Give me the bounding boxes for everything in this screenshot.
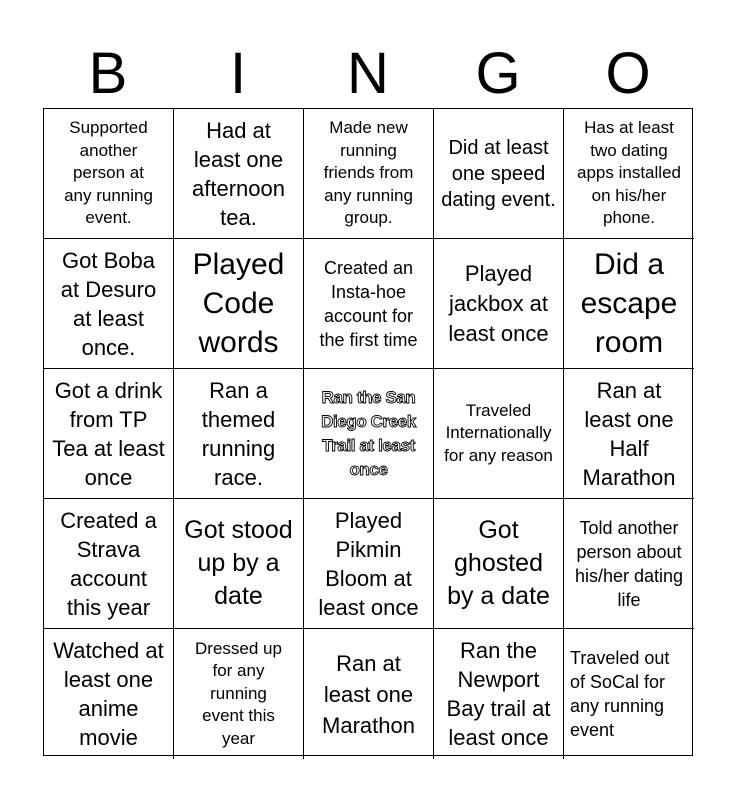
bingo-cell[interactable] (174, 109, 304, 239)
cell-text: Supported another person at any running event. (64, 118, 153, 228)
bingo-cell[interactable] (174, 629, 304, 759)
header-letter-n: N (347, 41, 389, 106)
cell-text: Created a Strava account this year (60, 507, 157, 620)
cell-text: Created an Insta-hoe account for the first time (319, 257, 418, 350)
bingo-cell[interactable] (44, 109, 174, 239)
bingo-cell[interactable] (564, 499, 694, 629)
header-letter-b: B (88, 41, 128, 106)
cell-text: Ran at least one Marathon (322, 650, 415, 738)
cell-text: Got ghosted by a date (447, 516, 550, 610)
bingo-cell[interactable] (564, 629, 694, 759)
cell-text: Played Code words (192, 248, 285, 359)
bingo-cell[interactable] (564, 109, 694, 239)
bingo-cell[interactable] (304, 629, 434, 759)
bingo-cell[interactable] (174, 239, 304, 369)
cell-text: Ran a themed running race. (201, 377, 276, 490)
cell-text: Got Boba at Desuro at least once. (60, 247, 157, 360)
header-letter-g: G (475, 41, 521, 106)
cell-text: Ran the Newport Bay trail at least once (446, 638, 551, 750)
cell-text: Told another person about his/her dating life (574, 517, 684, 610)
bingo-cell[interactable] (304, 499, 434, 629)
bingo-cell[interactable] (434, 499, 564, 629)
cell-text: Made new running friends from any running group. (323, 118, 414, 228)
bingo-cell[interactable] (564, 369, 694, 499)
cell-text: Had at least one afternoon tea. (192, 117, 285, 230)
cell-text: Got stood up by a date (184, 516, 293, 610)
bingo-cell[interactable] (44, 629, 174, 759)
bingo-cell[interactable] (304, 109, 434, 239)
bingo-cell[interactable] (44, 239, 174, 369)
header-letter-i: I (229, 41, 247, 106)
bingo-cell[interactable] (304, 369, 434, 499)
bingo-cell[interactable] (434, 239, 564, 369)
bingo-cell[interactable] (174, 369, 304, 499)
bingo-header (43, 40, 693, 108)
bingo-cell[interactable] (44, 499, 174, 629)
cell-text: Watched at least one anime movie (53, 638, 164, 750)
bingo-cell[interactable] (174, 499, 304, 629)
bingo-cell[interactable] (434, 369, 564, 499)
bingo-cell[interactable] (564, 239, 694, 369)
cell-text: Dressed up for any running event this year (195, 638, 282, 748)
cell-text: Has at least two dating apps installed on his/her phone. (577, 118, 681, 228)
cell-text: Played Pikmin Bloom at least once (318, 507, 419, 620)
cell-text: Traveled Internationally for any reason (444, 400, 553, 465)
header-letter-o: O (605, 41, 651, 106)
bingo-cell[interactable] (44, 369, 174, 499)
cell-text: Did at least one speed dating event. (441, 136, 556, 211)
bingo-board (43, 108, 693, 756)
cell-text: Did a escape room (580, 248, 678, 359)
cell-text: Got a drink from TP Tea at least once (52, 377, 165, 490)
bingo-cell[interactable] (304, 239, 434, 369)
cell-text: Played jackbox at least once (448, 260, 549, 346)
cell-text: Traveled out of SoCal for any running event (570, 648, 670, 740)
bingo-cell[interactable] (434, 109, 564, 239)
bingo-cell[interactable] (434, 629, 564, 759)
cell-text: Ran at least one Half Marathon (582, 377, 676, 490)
cell-text: Ran the San Diego Creek Trail at least once (321, 387, 416, 479)
